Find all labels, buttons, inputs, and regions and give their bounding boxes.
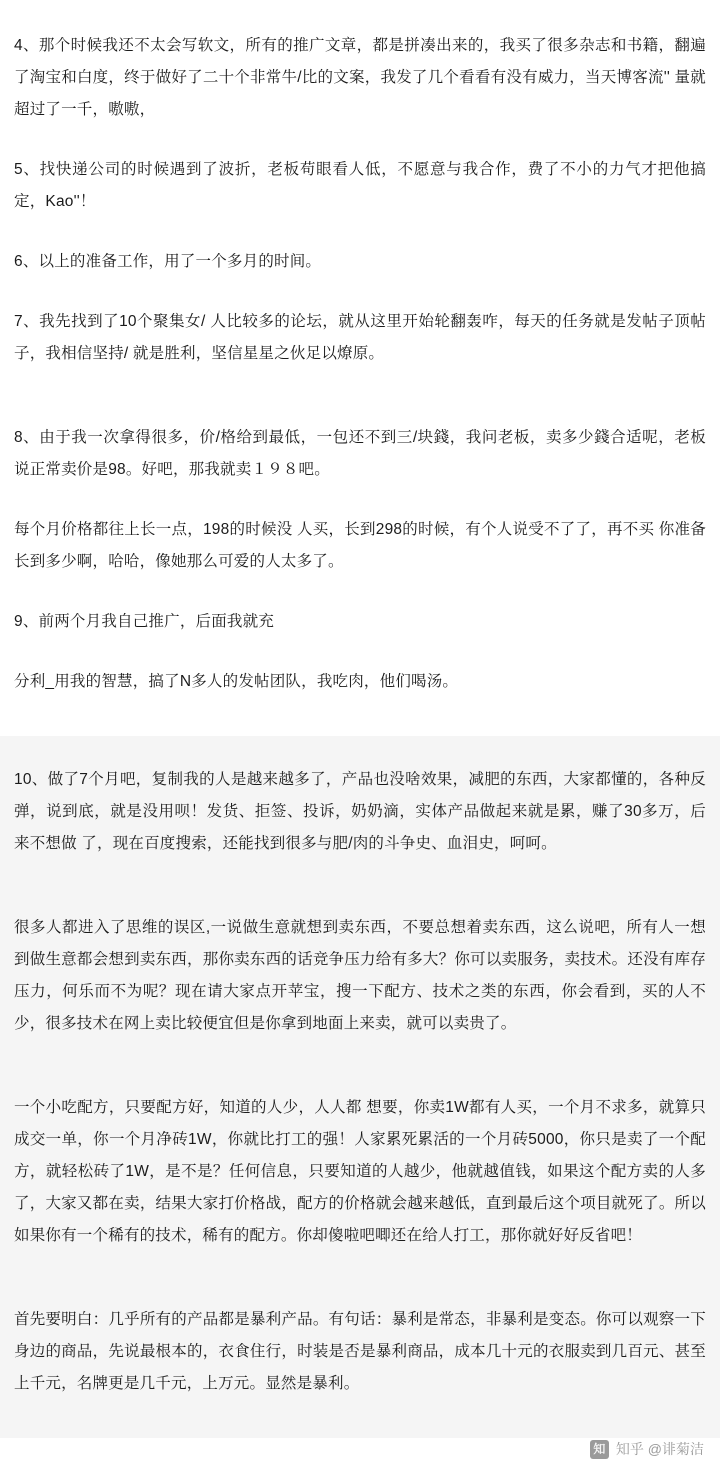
watermark-label: 知乎 @诽菊洁 <box>615 1441 704 1457</box>
paragraph-item-8: 8、由于我一次拿得很多，价/格给到最低，一包还不到三/块錢，我问老板，卖多少錢合适呢，老板说正常卖价是98。好吧，那我就卖１９８吧。 <box>14 429 706 478</box>
paragraph-item-7: 7、我先找到了10个聚集女/ 人比较多的论坛，就从这里开始轮翻轰咋，每天的任务就是发帖子顶帖子，我相信坚持/ 就是胜利，坚信星星之伙足以燎原。 <box>14 313 706 362</box>
paragraph-item-9: 9、前两个月我自己推广，后面我就充 <box>14 613 275 630</box>
document-body-highlighted <box>0 736 720 1438</box>
paragraph-item-9-note: 分利_用我的智慧，搞了N多人的发帖团队，我吃肉，他们喝汤。 <box>14 673 459 690</box>
paragraph-essay-3: 首先要明白：几乎所有的产品都是暴利产品。有句话：暴利是常态，非暴利是变态。你可以观察一下身边的商品，先说最根本的，衣食住行，时装是否是暴利商品，成本几十元的衣服卖到几百元、甚至上千元，名牌更是几千元，上万元。显然是暴利。 <box>14 1311 706 1392</box>
paragraph-item-5: 5、找快递公司的时候遇到了波折，老板苟眼看人低，不愿意与我合作，费了不小的力气才把他搞定，Kao''！ <box>14 161 706 210</box>
zhihu-logo-icon: 知 <box>590 1440 609 1459</box>
paragraph-essay-2: 一个小吃配方，只要配方好，知道的人少，人人都 想要，你卖1W都有人买，一个月不求多，就算只成交一单，你一个月净砖1W，你就比打工的强！人家累死累活的一个月砖5000，你只是卖了一个配方，就轻松砖了1W，是不是？任何信息，只要知道的人越少，他就越值钱，如果这个配方卖的人多了，大家又都在卖，结果大家打价格战，配方的价格就会越来越低，直到最后这个项目就死了。所以如果你有一个稀有的技术，稀有的配方。你却傻啦吧唧还在给人打工，那你就好好反省吧！ <box>14 1099 706 1244</box>
watermark <box>590 1439 704 1459</box>
paragraph-essay-1: 很多人都进入了思维的误区,一说做生意就想到卖东西，不要总想着卖东西，这么说吧，所有人一想到做生意都会想到卖东西，那你卖东西的话竞争压力给有多大？你可以卖服务，卖技术。还没有库存压力，何乐而不为呢？现在请大家点开苹宝，搜一下配方、技术之类的东西，你会看到，买的人不少，很多技术在网上卖比较便宜但是你拿到地面上来卖，就可以卖贵了。 <box>14 919 706 1032</box>
paragraph-item-8-note: 每个月价格都往上长一点，198的时候没 人买，长到298的时候，有个人说受不了了，再不买 你准备长到多少啊，哈哈，像她那么可爱的人太多了。 <box>14 521 706 570</box>
paragraph-item-10: 10、做了7个月吧，复制我的人是越来越多了，产品也没啥效果，减肥的东西，大家都懂的，各种反弹，说到底，就是没用呗！发货、拒签、投诉，奶奶滴，实体产品做起来就是累，赚了30多万，后来不想做 了，现在百度搜索，还能找到很多与肥/肉的斗争史、血泪史，呵呵。 <box>14 771 706 852</box>
paragraph-item-6: 6、以上的准备工作，用了一个多月的时间。 <box>14 253 322 270</box>
paragraph-item-4: 4、那个时候我还不太会写软文，所有的推广文章，都是拼凑出来的，我买了很多杂志和书籍，翻遍了淘宝和白度，终于做好了二十个非常牛/比的文案，我发了几个看看有没有威力，当天博客流'' 量就超过了一千，嗷嗷， <box>14 37 706 118</box>
